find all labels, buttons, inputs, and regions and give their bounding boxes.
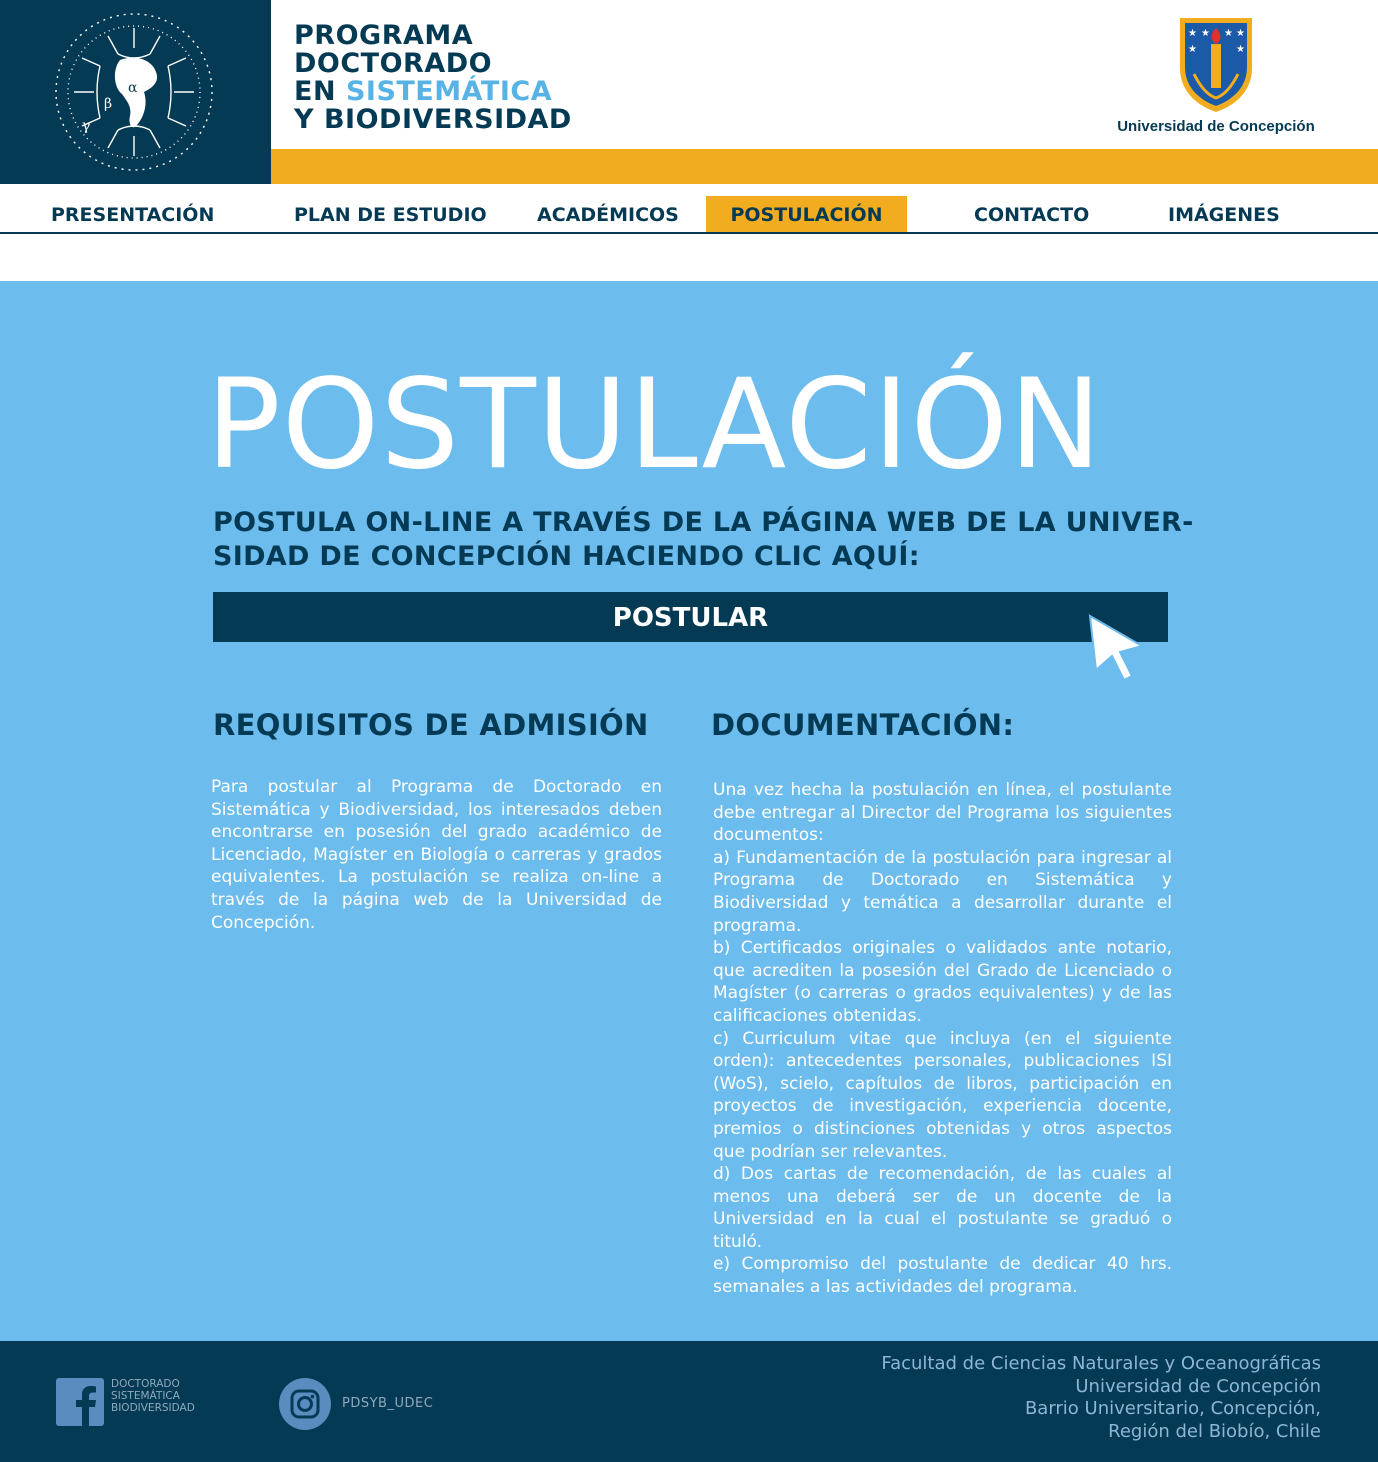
main-nav — [0, 196, 1378, 234]
nav-item-postulacion[interactable]: POSTULACIÓN — [706, 196, 907, 232]
footer-address — [820, 1353, 1321, 1444]
address-line: Universidad de Concepción — [1075, 1375, 1321, 1397]
program-title-line-3 — [294, 78, 572, 106]
documentacion-item-d: d) Dos cartas de recomendación, de las cuales al menos una deberá ser de un docente de la Universidad en la cual el postulante se graduó o tituló. — [713, 1164, 1172, 1252]
nav-item-presentacion[interactable]: PRESENTACIÓN — [51, 204, 215, 226]
svg-text:★: ★ — [1236, 44, 1245, 55]
requisitos-heading: REQUISITOS DE ADMISIÓN — [213, 708, 649, 742]
documentacion-item-b: b) Certificados originales o validados ante notario, que acrediten la posesión del Grado de Licenciado o Magíster (o carreras o grados equivalentes) y de las calificaciones obtenidas. — [713, 938, 1172, 1026]
facebook-label-line: BIODIVERSIDAD — [111, 1402, 195, 1414]
program-logo-box — [0, 0, 271, 184]
facebook-label-line: SISTEMÁTICA — [111, 1390, 180, 1402]
facebook-label-line: DOCTORADO — [111, 1378, 180, 1390]
address-line: Región del Biobío, Chile — [1108, 1421, 1321, 1443]
facebook-icon[interactable] — [56, 1378, 104, 1426]
svg-text:★: ★ — [1224, 28, 1233, 39]
nav-item-contacto[interactable]: CONTACTO — [974, 204, 1090, 226]
instagram-icon[interactable] — [279, 1378, 331, 1430]
address-line: Barrio Universitario, Concepción, — [1024, 1398, 1321, 1420]
nav-item-plan-de-estudio[interactable]: PLAN DE ESTUDIO — [294, 204, 487, 226]
svg-text:★: ★ — [1188, 44, 1197, 55]
alpha-symbol: α — [128, 80, 138, 96]
postular-button[interactable]: POSTULAR — [213, 592, 1168, 642]
documentacion-item-a: a) Fundamentación de la postulación para ingresar al Programa de Doctorado en Sistemática y Biodiversidad y temática a desarrollar durante el programa. — [713, 847, 1172, 936]
cursor-pointer-icon — [1086, 612, 1146, 684]
program-title-highlight: SISTEMÁTICA — [345, 76, 553, 107]
address-line: Facultad de Ciencias Naturales y Oceanográficas — [881, 1353, 1321, 1374]
svg-text:★: ★ — [1201, 28, 1210, 39]
program-title-line-1: PROGRAMA — [294, 20, 474, 51]
university-shield-logo — [1176, 14, 1256, 114]
svg-text:★: ★ — [1236, 28, 1245, 39]
nav-item-imagenes[interactable]: IMÁGENES — [1168, 204, 1280, 226]
requisitos-body: Para postular al Programa de Doctorado en Sistemática y Biodiversidad, los interesados deben encontrarse en posesión del grado académico de Licenciado, Magíster en Biología o carreras y grados equivalentes. La postulación se realiza on-line a través de la página web de la Universidad de Concepción. — [211, 777, 662, 933]
header-gold-bar — [271, 149, 1378, 184]
tree-of-life-logo — [48, 8, 220, 176]
program-title-line-2: DOCTORADO — [294, 48, 493, 79]
documentacion-intro: Una vez hecha la postulación en línea, el postulante debe entregar al Director del Programa los siguientes documentos: — [713, 780, 1172, 846]
page-subtitle-line-2: SIDAD DE CONCEPCIÓN HACIENDO CLIC AQUÍ: — [213, 541, 920, 572]
nav-item-academicos[interactable]: ACADÉMICOS — [537, 204, 679, 226]
documentacion-body — [713, 779, 1172, 1299]
program-title — [294, 22, 572, 134]
page-subtitle-line-1: POSTULA ON-LINE A TRAVÉS DE LA PÁGINA WEB DE LA UNIVER- — [213, 507, 1194, 538]
university-name: Universidad de Concepción — [1117, 118, 1315, 135]
documentacion-heading: DOCUMENTACIÓN: — [711, 708, 1015, 742]
facebook-label[interactable] — [111, 1378, 221, 1414]
program-title-line-4: Y BIODIVERSIDAD — [294, 104, 572, 135]
documentacion-item-c: c) Curriculum vitae que incluya (en el siguiente orden): antecedentes personales, publicaciones ISI (WoS), scielo, capítulos de libros, participación en proyectos de investigación, experiencia docente, premios o distinciones obtenidas y otros aspectos que podrían ser relevantes. — [713, 1028, 1172, 1162]
gamma-symbol: γ — [82, 118, 91, 134]
instagram-handle[interactable]: PDSYB_UDEC — [342, 1396, 434, 1411]
documentacion-item-e: e) Compromiso del postulante de dedicar 40 hrs. semanales a las actividades del programa. — [713, 1254, 1172, 1298]
program-title-prefix: EN — [294, 76, 346, 107]
beta-symbol: β — [104, 96, 113, 112]
page-title: POSTULACIÓN — [206, 353, 1103, 497]
svg-text:★: ★ — [1188, 28, 1197, 39]
page-subtitle — [213, 506, 1194, 574]
